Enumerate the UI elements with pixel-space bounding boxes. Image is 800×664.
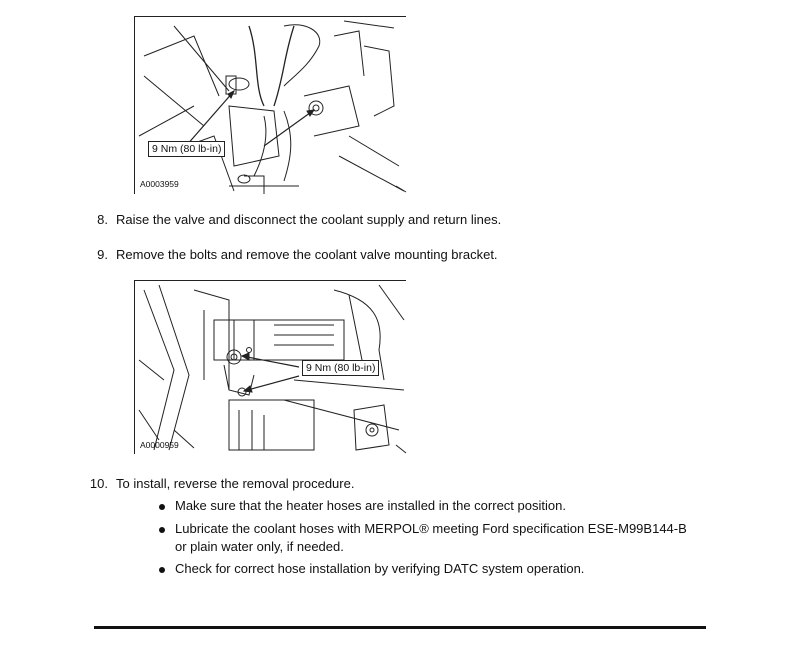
bullet-dot	[159, 504, 165, 510]
note-line: Make sure that the heater hoses are installed in the correct position.	[175, 498, 566, 513]
step-text: Remove the bolts and remove the coolant valve mounting bracket.	[116, 247, 498, 262]
step-number: 9.	[97, 247, 108, 262]
note-line: Lubricate the coolant hoses with MERPOL® meeting Ford specification ESE-M99B144-B	[175, 521, 687, 536]
step-text: Raise the valve and disconnect the coolant supply and return lines.	[116, 212, 502, 227]
figure-coolant-valve-bracket	[134, 280, 409, 455]
bullet-dot	[159, 527, 165, 533]
figure-id: A0000959	[140, 440, 179, 450]
figure-coolant-valve-lines	[134, 16, 409, 196]
page-divider	[94, 626, 706, 629]
bullet-dot	[159, 567, 165, 573]
step-number: 8.	[97, 212, 108, 227]
torque-callout: 9 Nm (80 lb-in)	[302, 360, 379, 376]
step-number: 10.	[89, 476, 108, 491]
note-line: Check for correct hose installation by verifying DATC system operation.	[175, 561, 585, 576]
figure-id: A0003959	[140, 179, 179, 189]
figure-1-illustration	[134, 16, 409, 196]
step-text: To install, reverse the removal procedure.	[116, 476, 355, 491]
note-line: or plain water only, if needed.	[175, 539, 344, 554]
torque-callout: 9 Nm (80 lb-in)	[148, 141, 225, 157]
